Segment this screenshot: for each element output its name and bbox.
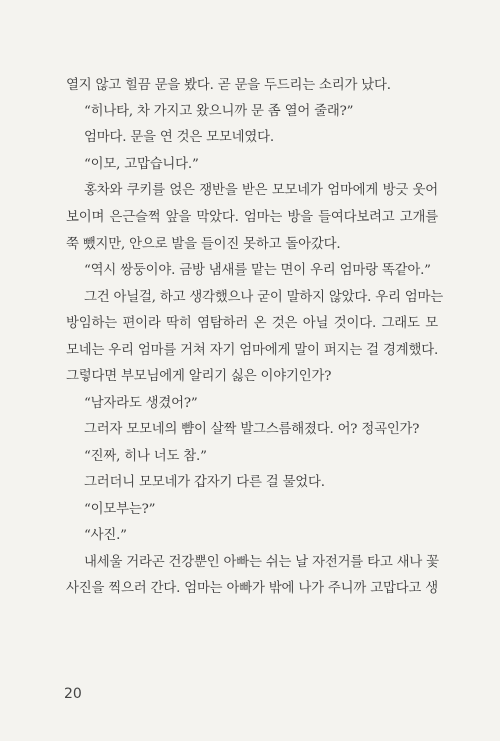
text-line: 그건 아닐걸, 하고 생각했으나 굳이 말하지 않았다. 우리 엄마는 bbox=[84, 290, 443, 305]
text-line: “남자라도 생겼어?” bbox=[84, 396, 198, 411]
text-line: “히나타, 차 가지고 왔으니까 문 좀 열어 줄래?” bbox=[84, 104, 354, 119]
text-line: 열지 않고 힐끔 문을 봤다. 곧 문을 두드리는 소리가 났다. bbox=[66, 78, 391, 93]
text-line: 보이며 은근슬쩍 앞을 막았다. 엄마는 방을 들여다보려고 고개를 bbox=[66, 210, 438, 225]
text-line: 방임하는 편이라 딱히 염탐하러 온 것은 아닐 것이다. 그래도 모 bbox=[66, 316, 438, 331]
text-line: 내세울 거라곤 건강뿐인 아빠는 쉬는 날 자전거를 타고 새나 꽃 bbox=[84, 555, 439, 570]
text-line: 엄마다. 문을 연 것은 모모네였다. bbox=[84, 130, 274, 145]
text-line: “역시 쌍둥이야. 금방 냄새를 맡는 면이 우리 엄마랑 똑같아.” bbox=[84, 263, 431, 278]
text-line: “이모부는?” bbox=[84, 502, 156, 517]
text-line: “사진.” bbox=[84, 528, 127, 543]
page-number: 20 bbox=[64, 686, 82, 702]
text-line: 사진을 찍으러 간다. 엄마는 아빠가 밖에 나가 주니까 고맙다고 생 bbox=[66, 581, 438, 596]
text-line: 모네는 우리 엄마를 거쳐 자기 엄마에게 말이 퍼지는 걸 경계했다. bbox=[66, 343, 438, 358]
text-line: 그렇다면 부모님에게 알리기 싫은 이야기인가? bbox=[66, 369, 332, 384]
text-line: 홍차와 쿠키를 얹은 쟁반을 받은 모모네가 엄마에게 방긋 웃어 bbox=[84, 183, 438, 198]
text-line: “이모, 고맙습니다.” bbox=[84, 157, 199, 172]
text-line: 그러더니 모모네가 갑자기 다른 걸 물었다. bbox=[84, 475, 325, 490]
text-line: 그러자 모모네의 뺨이 살짝 발그스름해졌다. 어? 정곡인가? bbox=[84, 422, 420, 437]
text-line: 쭉 뺐지만, 안으로 발을 들이진 못하고 돌아갔다. bbox=[66, 237, 341, 252]
text-line: “진짜, 히나 너도 참.” bbox=[84, 449, 207, 464]
